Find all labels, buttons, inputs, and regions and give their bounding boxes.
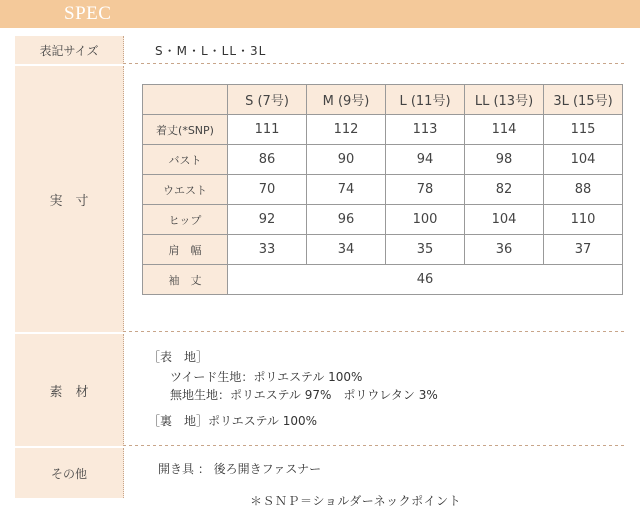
sleeve-value: 46 <box>228 265 623 295</box>
column-header-3l: 3L (15号) <box>544 85 623 115</box>
column-header-ll: LL (13号) <box>465 85 544 115</box>
size-notation-label: 表記サイズ <box>15 36 124 64</box>
snp-footnote: ＊ＳＮＰ＝ショルダーネックポイント <box>250 494 462 508</box>
measurements-table <box>142 84 623 295</box>
material-section <box>15 334 625 446</box>
table-row <box>143 145 623 175</box>
spec-title: SPEC <box>64 3 112 24</box>
table-row <box>143 265 623 295</box>
spec-header-bar <box>0 0 640 28</box>
outer-fabric-heading: ［表 地］ <box>148 350 209 364</box>
column-header-s: S (7号) <box>228 85 307 115</box>
table-cell: 98 <box>465 145 544 175</box>
table-cell: 88 <box>544 175 623 205</box>
measurements-section <box>15 66 625 332</box>
column-header-l: L (11号) <box>386 85 465 115</box>
row-label: 肩 幅 <box>143 235 228 265</box>
table-row <box>143 115 623 145</box>
table-cell: 113 <box>386 115 465 145</box>
table-cell: 36 <box>465 235 544 265</box>
table-cell: 111 <box>228 115 307 145</box>
table-cell: 78 <box>386 175 465 205</box>
other-section <box>15 448 625 498</box>
table-cell: 104 <box>465 205 544 235</box>
table-cell: 100 <box>386 205 465 235</box>
table-cell: 115 <box>544 115 623 145</box>
lining-text: ［裏 地］ポリエステル 100% <box>148 414 318 428</box>
other-label: その他 <box>15 448 124 498</box>
table-cell: 33 <box>228 235 307 265</box>
row-label: ヒップ <box>143 205 228 235</box>
outer-fabric-line: 無地生地：ポリエステル 97% ポリウレタン 3% <box>170 388 438 402</box>
table-corner-cell <box>143 85 228 115</box>
table-header-row <box>143 85 623 115</box>
outer-fabric-line: ツイード生地：ポリエステル 100% <box>170 370 363 384</box>
table-cell: 82 <box>465 175 544 205</box>
table-cell: 35 <box>386 235 465 265</box>
table-cell: 37 <box>544 235 623 265</box>
table-cell: 90 <box>307 145 386 175</box>
table-cell: 112 <box>307 115 386 145</box>
table-cell: 74 <box>307 175 386 205</box>
closure-text: 開き具 ： 後ろ開きファスナー <box>158 462 322 476</box>
row-label: バスト <box>143 145 228 175</box>
row-label: ウエスト <box>143 175 228 205</box>
measurements-label: 実 寸 <box>15 66 124 332</box>
table-row <box>143 175 623 205</box>
table-row <box>143 235 623 265</box>
size-notation-section <box>15 36 625 64</box>
table-cell: 104 <box>544 145 623 175</box>
column-header-m: M (9号) <box>307 85 386 115</box>
row-label: 着丈(*SNP) <box>143 115 228 145</box>
material-label: 素 材 <box>15 334 124 446</box>
table-cell: 114 <box>465 115 544 145</box>
table-row <box>143 205 623 235</box>
table-cell: 96 <box>307 205 386 235</box>
size-notation-value: S・M・L・LL・3L <box>155 44 267 58</box>
table-cell: 110 <box>544 205 623 235</box>
sleeve-label: 袖 丈 <box>143 265 228 295</box>
table-cell: 70 <box>228 175 307 205</box>
table-cell: 94 <box>386 145 465 175</box>
table-cell: 34 <box>307 235 386 265</box>
table-cell: 86 <box>228 145 307 175</box>
table-cell: 92 <box>228 205 307 235</box>
